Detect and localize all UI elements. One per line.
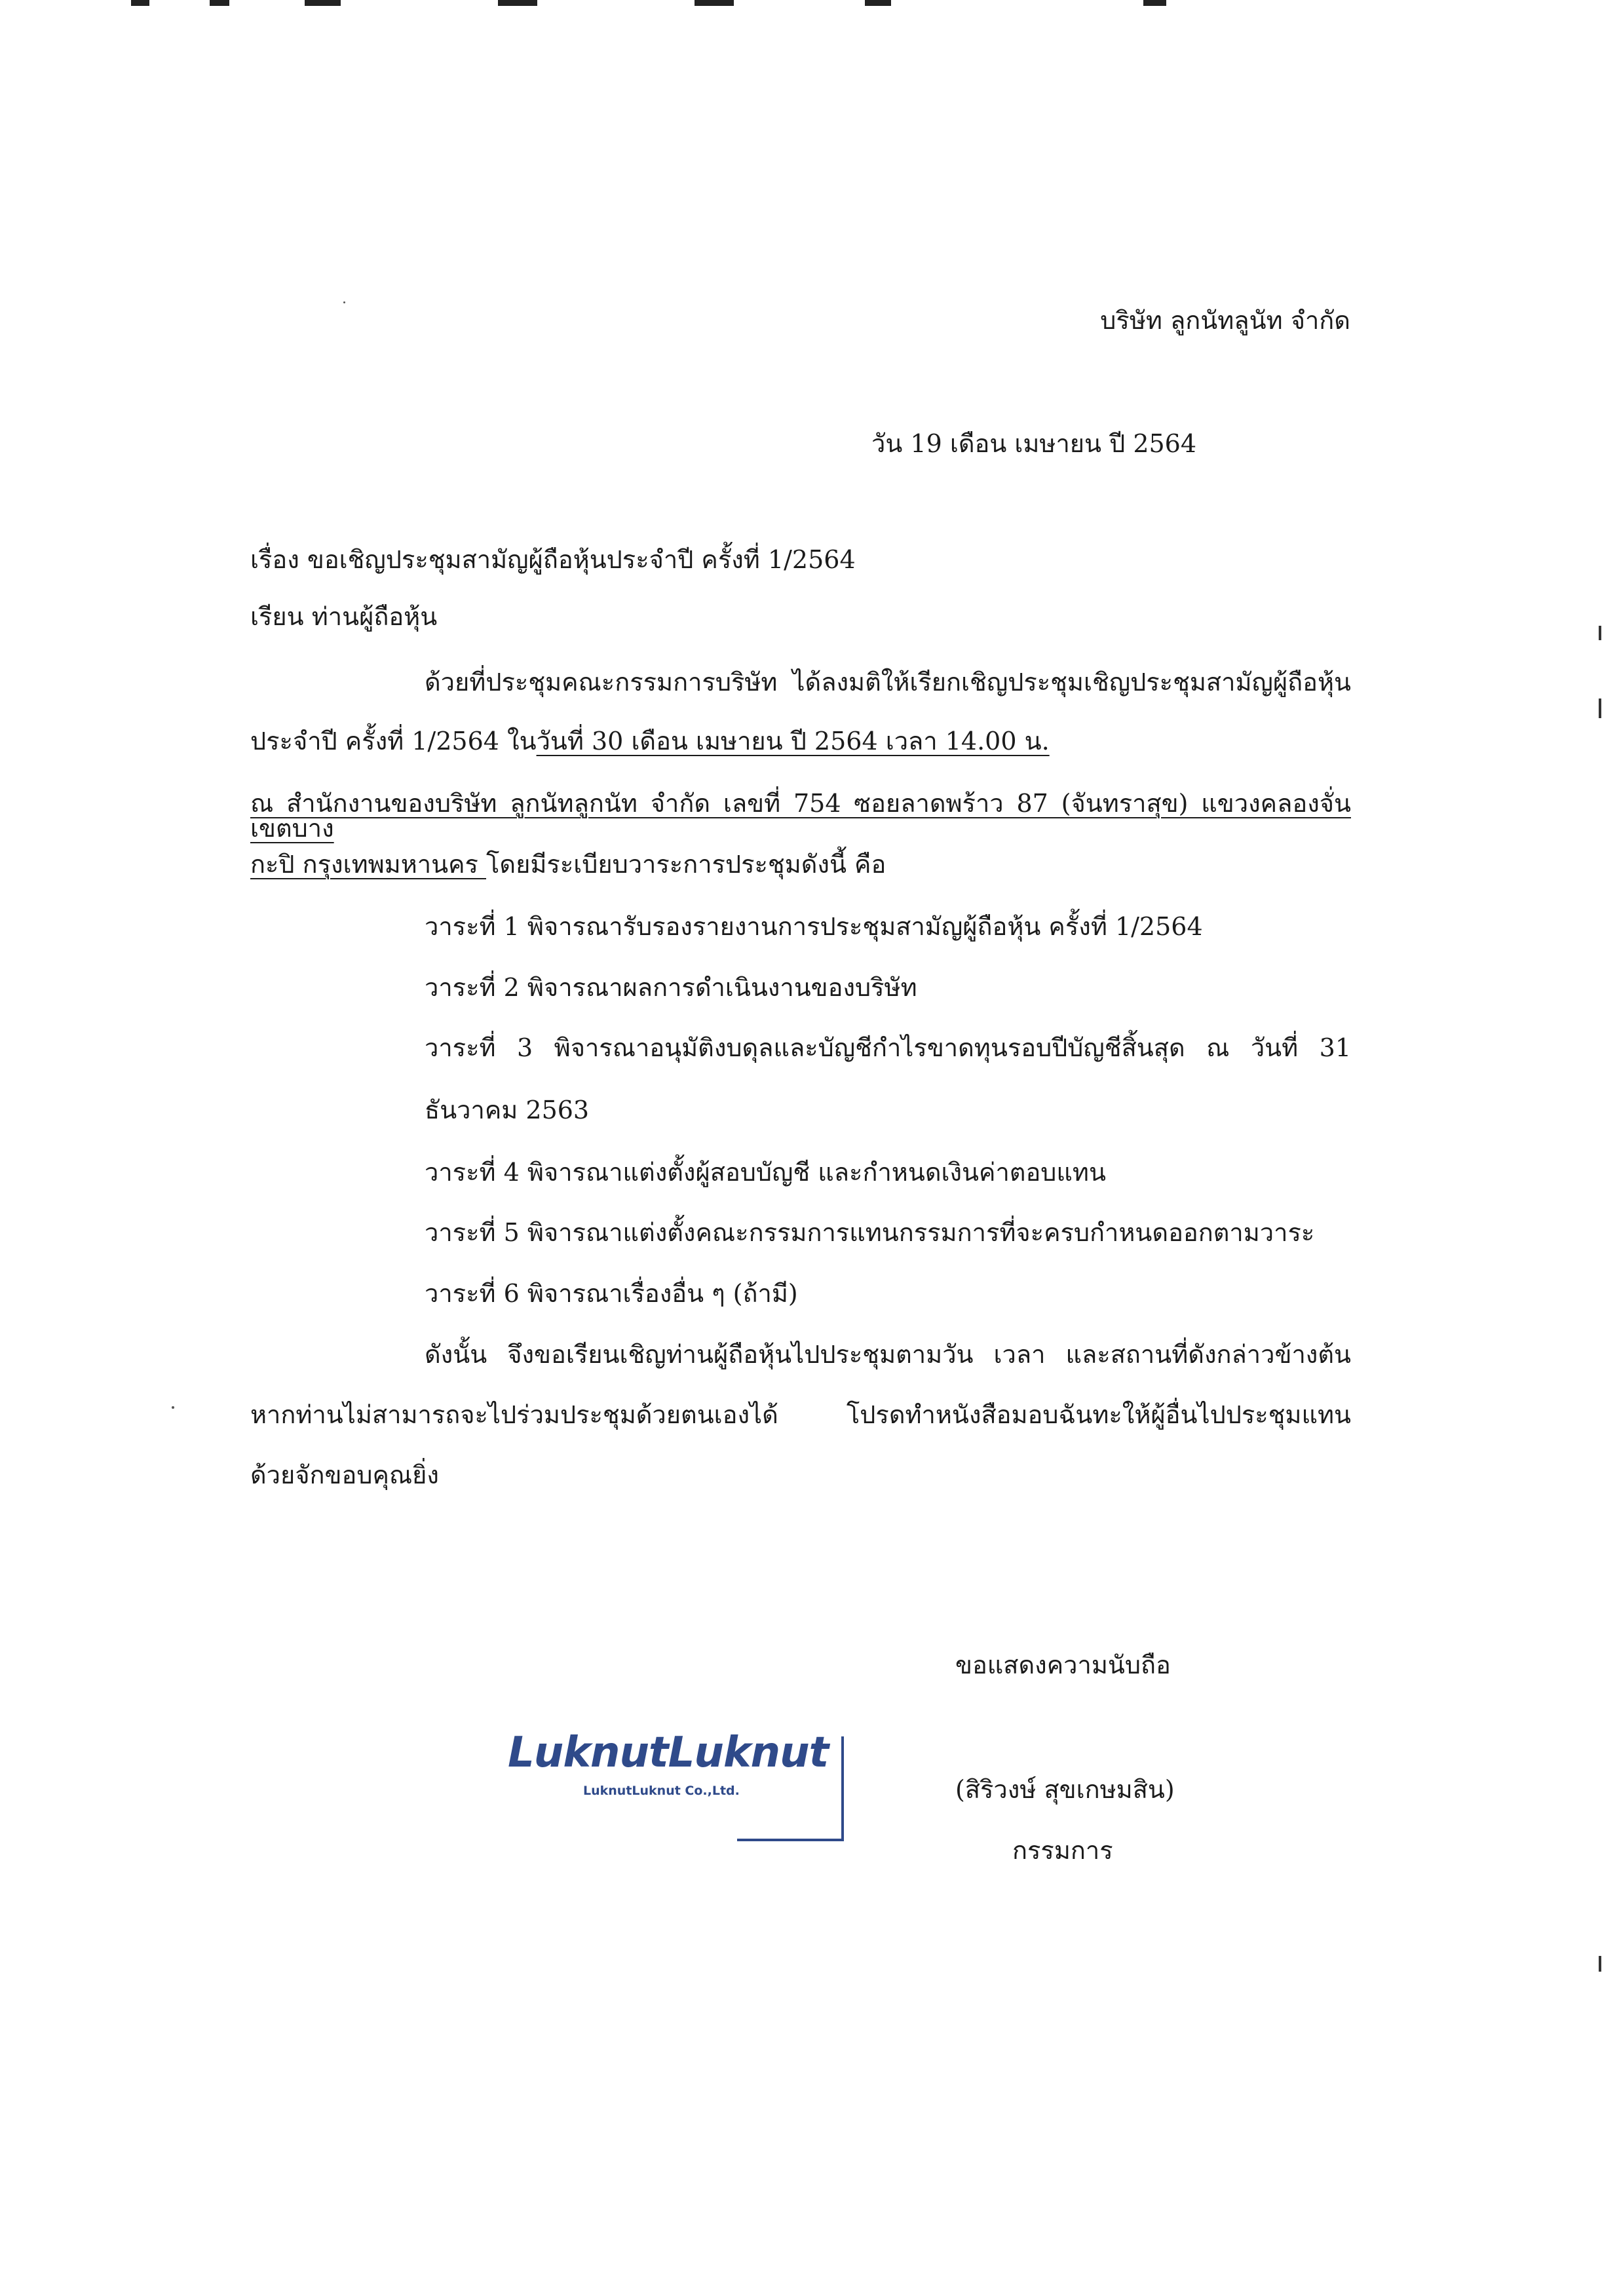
company-header: บริษัท ลูกนัทลูนัท จำกัด: [1100, 306, 1350, 335]
signatory-title: กรรมการ: [1012, 1836, 1113, 1865]
scan-artifact-mark: [1599, 626, 1601, 640]
stamp-subtitle: LuknutLuknut Co.,Ltd.: [583, 1784, 740, 1798]
meeting-location: ณ สำนักงานของบริษัท ลูกนัทลูกนัท จำกัด เลขที่ 754 ซอยลาดพร้าว 87 (จันทราสุข) แขวงคลองจั่น เขตบาง: [250, 789, 1351, 843]
agenda-item-2: วาระที่ 2 พิจารณาผลการดำเนินงานของบริษัท: [425, 973, 917, 1002]
agenda-item-1: วาระที่ 1 พิจารณารับรองรายงานการประชุมสามัญผู้ถือหุ้น ครั้งที่ 1/2564: [425, 912, 1203, 941]
agenda-item-3-cont: ธันวาคม 2563: [425, 1096, 590, 1124]
agenda-item-6: วาระที่ 6 พิจารณาเรื่องอื่น ๆ (ถ้ามี): [425, 1279, 798, 1308]
scan-artifact-mark: [1599, 698, 1601, 718]
scan-artifact-mark: [1599, 1956, 1601, 1972]
closing-line-1: ดังนั้น จึงขอเรียนเชิญท่านผู้ถือหุ้นไปประชุมตามวัน เวลา และสถานที่ดังกล่าวข้างต้น: [425, 1340, 1351, 1369]
stamp-border-bottom: [737, 1839, 844, 1841]
letter-salutation: เรียน ท่านผู้ถือหุ้น: [250, 602, 438, 631]
intro-line-1: ด้วยที่ประชุมคณะกรรมการบริษัท ได้ลงมติให้เรียกเชิญประชุมเชิญประชุมสามัญผู้ถือหุ้น: [425, 668, 1351, 697]
stamp-border-right: [841, 1736, 844, 1841]
agenda-item-3: วาระที่ 3 พิจารณาอนุมัติงบดุลและบัญชีกำไรขาดทุนรอบปีบัญชีสิ้นสุด ณ วันที่ 31: [425, 1033, 1351, 1062]
scan-artifact-top: [131, 0, 1166, 7]
intro-line-2-text: ประจำปี ครั้งที่ 1/2564 ใน: [250, 727, 537, 756]
regards: ขอแสดงความนับถือ: [955, 1651, 1171, 1679]
scan-artifact-dot: [343, 301, 345, 303]
letter-date: วัน 19 เดือน เมษายน ปี 2564: [871, 429, 1197, 458]
agenda-item-4: วาระที่ 4 พิจารณาแต่งตั้งผู้สอบบัญชี และกำหนดเงินค่าตอบแทน: [425, 1158, 1106, 1187]
meeting-date-time: วันที่ 30 เดือน เมษายน ปี 2564 เวลา 14.00 น.: [536, 727, 1050, 756]
letter-subject: เรื่อง ขอเชิญประชุมสามัญผู้ถือหุ้นประจำปี ครั้งที่ 1/2564: [250, 545, 856, 574]
agenda-intro: โดยมีระเบียบวาระการประชุมดังนี้ คือ: [486, 850, 886, 879]
signatory-name: (สิริวงษ์ สุขเกษมสิน): [955, 1775, 1175, 1804]
closing-line-3: ด้วยจักขอบคุณยิ่ง: [250, 1461, 439, 1489]
scan-artifact-dot: [172, 1406, 174, 1409]
stamp-brand: LuknutLuknut: [508, 1729, 829, 1777]
intro-line-4: [250, 852, 886, 877]
intro-line-2: [250, 729, 1050, 754]
company-stamp: [505, 1723, 858, 1854]
agenda-item-5: วาระที่ 5 พิจารณาแต่งตั้งคณะกรรมการแทนกรรมการที่จะครบกำหนดออกตามวาระ: [425, 1218, 1315, 1247]
meeting-location-cont: กะปิ กรุงเทพมหานคร: [250, 850, 486, 879]
closing-line-2: หากท่านไม่สามารถจะไปร่วมประชุมด้วยตนเองได้ โปรดทำหนังสือมอบฉันทะให้ผู้อื่นไปประชุมแทน: [250, 1400, 1351, 1429]
